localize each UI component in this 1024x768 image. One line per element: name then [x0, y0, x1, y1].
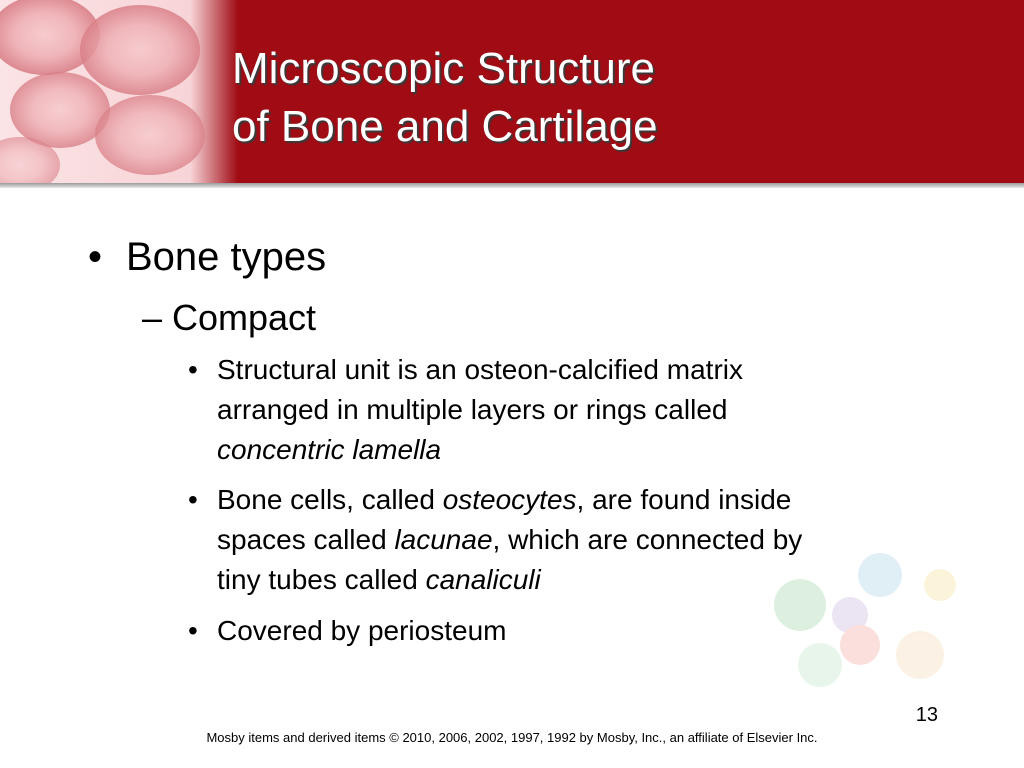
text-line: spaces called lacunae, which are connected by [217, 524, 803, 555]
bullet-level3-text [217, 480, 937, 600]
bullet-level3-item [188, 611, 948, 651]
italic-term: concentric lamella [217, 434, 442, 465]
bullet-level3-text [217, 611, 937, 651]
bullet-level3-item [188, 480, 948, 600]
bullet-level3-item [188, 350, 948, 470]
bullet-level2 [142, 296, 316, 340]
italic-term: lacunae [394, 524, 493, 555]
page-number: 13 [915, 704, 938, 726]
bullet-icon: • [188, 354, 198, 385]
dash-icon: – [142, 297, 163, 338]
bullet-level2-text: Compact [172, 297, 317, 338]
copyright-footer: Mosby items and derived items © 2010, 2006, 2002, 1997, 1992 by Mosby, Inc., an affiliate of Elsevier Inc. [206, 730, 818, 745]
bullet-level3-text [217, 350, 937, 470]
bullet-level1 [88, 232, 326, 282]
bullet-icon: • [188, 615, 198, 646]
bullet-icon: • [188, 484, 198, 515]
title-line-1: Microscopic Structure [232, 44, 656, 93]
text-line: Covered by periosteum [217, 615, 507, 646]
text-line: tiny tubes called canaliculi [217, 564, 541, 595]
text-line: arranged in multiple layers or rings called [217, 394, 728, 425]
text-line [217, 430, 937, 470]
title-line-2: of Bone and Cartilage [232, 102, 658, 151]
text-line: Structural unit is an osteon-calcified matrix [217, 354, 743, 385]
italic-term: canaliculi [425, 564, 541, 595]
bullet-icon: • [88, 235, 103, 279]
italic-term: osteocytes [442, 484, 577, 515]
text-line: Bone cells, called osteocytes, are found inside [217, 484, 792, 515]
bullet-level1-text: Bone types [126, 235, 327, 279]
